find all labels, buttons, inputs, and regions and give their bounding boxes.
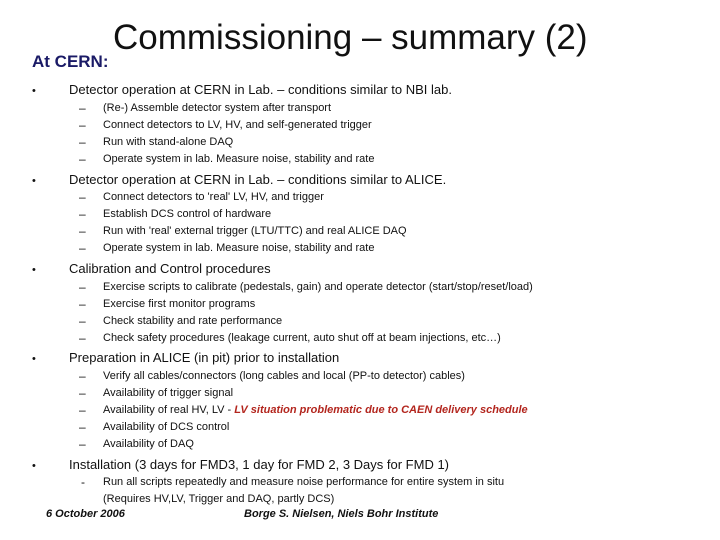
slide-title: Commissioning – summary (2) <box>113 18 588 57</box>
slide-subtitle: At CERN: <box>32 52 109 71</box>
section-heading: Installation (3 days for FMD3, 1 day for FMD 2, 3 Days for FMD 1) <box>69 457 450 472</box>
section-heading: Detector operation at CERN in Lab. – conditions similar to ALICE. <box>69 172 447 187</box>
dash-marker: – <box>79 403 86 417</box>
dash-marker: – <box>79 420 86 434</box>
list-item: Run with 'real' external trigger (LTU/TTC) and real ALICE DAQ <box>103 225 407 237</box>
dash-marker: – <box>79 152 86 166</box>
highlight-note: LV situation problematic due to CAEN delivery schedule <box>234 404 528 416</box>
list-item: Establish DCS control of hardware <box>103 208 272 220</box>
list-item: Check stability and rate performance <box>103 315 283 327</box>
dash-marker: – <box>79 224 86 238</box>
dash-marker: – <box>79 101 86 115</box>
list-item: Exercise scripts to calibrate (pedestals, gain) and operate detector (start/stop/reset/load) <box>103 281 533 293</box>
list-item: (Requires HV,LV, Trigger and DAQ, partly DCS) <box>103 493 335 505</box>
list-item <box>103 403 528 417</box>
section-heading: Detector operation at CERN in Lab. – conditions similar to NBI lab. <box>69 82 452 97</box>
dash-marker: – <box>79 386 86 400</box>
bullet-marker: • <box>32 460 36 472</box>
dash-marker: – <box>79 331 86 345</box>
list-item: Operate system in lab. Measure noise, stability and rate <box>103 242 375 254</box>
list-item: (Re-) Assemble detector system after transport <box>103 102 332 114</box>
list-item: Connect detectors to 'real' LV, HV, and trigger <box>103 191 324 203</box>
footer-date: 6 October 2006 <box>46 508 125 520</box>
dash-marker: – <box>79 437 86 451</box>
section-heading: Calibration and Control procedures <box>69 261 271 276</box>
list-item: Exercise first monitor programs <box>103 298 256 310</box>
hyphen-marker: - <box>81 475 85 489</box>
list-item-text: Availability of real HV, LV - <box>103 404 232 416</box>
bullet-marker: • <box>32 85 36 97</box>
list-item: Verify all cables/connectors (long cables and local (PP-to detector) cables) <box>103 370 465 382</box>
list-item: Run with stand-alone DAQ <box>103 136 234 148</box>
dash-marker: – <box>79 280 86 294</box>
section-heading: Preparation in ALICE (in pit) prior to installation <box>69 350 340 365</box>
dash-marker: – <box>79 118 86 132</box>
dash-marker: – <box>79 135 86 149</box>
bullet-marker: • <box>32 264 36 276</box>
list-item: Availability of DAQ <box>103 438 194 450</box>
dash-marker: – <box>79 369 86 383</box>
list-item: Operate system in lab. Measure noise, stability and rate <box>103 153 375 165</box>
dash-marker: – <box>79 241 86 255</box>
dash-marker: – <box>79 190 86 204</box>
list-item: Connect detectors to LV, HV, and self-generated trigger <box>103 119 372 131</box>
bullet-marker: • <box>32 175 36 187</box>
footer-author: Borge S. Nielsen, Niels Bohr Institute <box>244 508 439 520</box>
list-item: Availability of trigger signal <box>103 387 234 399</box>
list-item: Check safety procedures (leakage current, auto shut off at beam injections, etc…) <box>103 332 501 344</box>
list-item: Availability of DCS control <box>103 421 230 433</box>
bullet-marker: • <box>32 353 36 365</box>
dash-marker: – <box>79 297 86 311</box>
dash-marker: – <box>79 314 86 328</box>
list-item: Run all scripts repeatedly and measure noise performance for entire system in situ <box>103 476 505 488</box>
dash-marker: – <box>79 207 86 221</box>
